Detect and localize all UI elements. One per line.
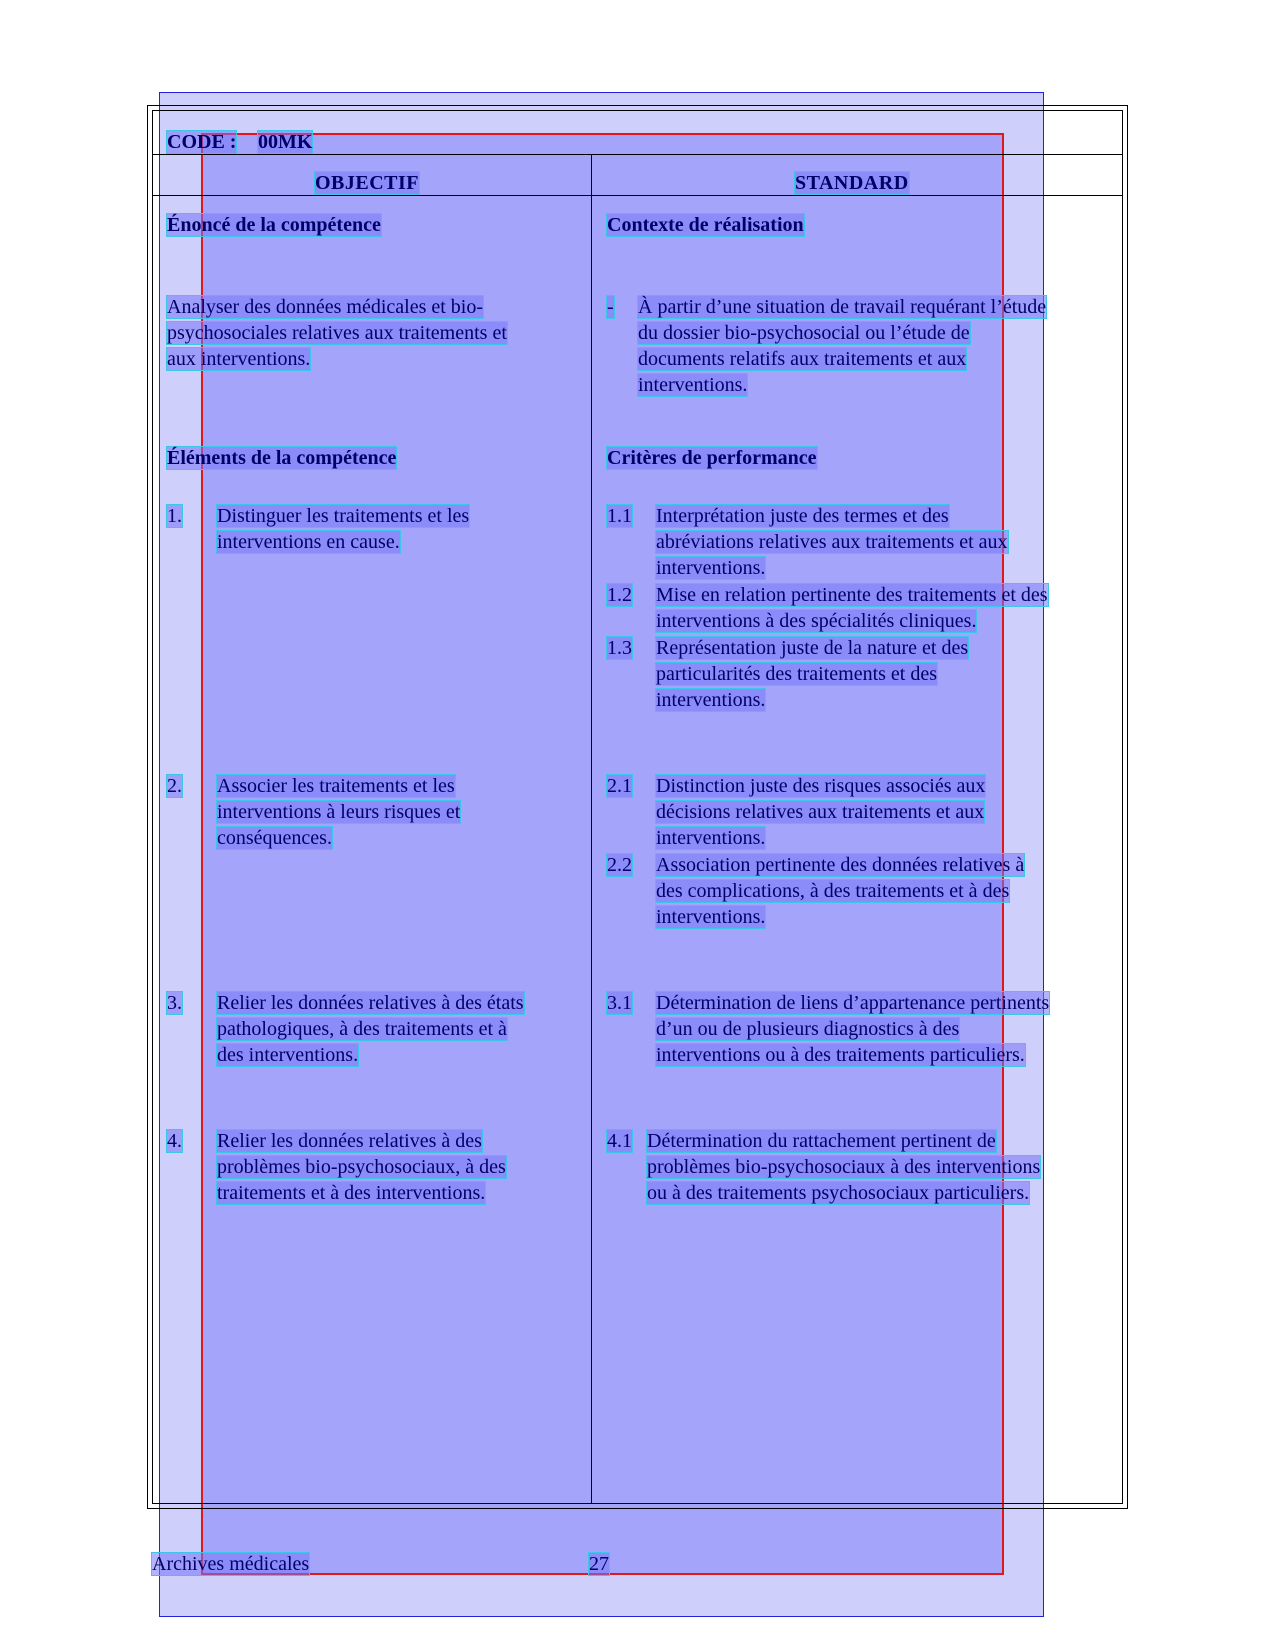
element-line: conséquences. bbox=[217, 827, 332, 849]
criterion-line: ou à des traitements psychosociaux particuliers. bbox=[647, 1182, 1030, 1204]
element-line: pathologiques, à des traitements et à bbox=[217, 1018, 507, 1040]
criterion-line: Détermination de liens d’appartenance pertinents bbox=[656, 992, 1050, 1014]
criterion-line: interventions. bbox=[656, 906, 766, 928]
criterion-line: Interprétation juste des termes et des bbox=[656, 505, 949, 527]
context-heading: Contexte de réalisation bbox=[607, 214, 804, 236]
element-line: interventions en cause. bbox=[217, 531, 400, 553]
element-line: Distinguer les traitements et les bbox=[217, 505, 470, 527]
criterion-line: interventions. bbox=[656, 827, 766, 849]
criterion-line: Mise en relation pertinente des traitements et des bbox=[656, 584, 1048, 606]
statement-line: aux interventions. bbox=[167, 348, 311, 370]
criterion-number: 2.1 bbox=[607, 775, 632, 797]
element-line: traitements et à des interventions. bbox=[217, 1182, 486, 1204]
column-divider bbox=[591, 155, 592, 1503]
column-header-divider bbox=[152, 195, 1123, 196]
criterion-line: Association pertinente des données relatives à bbox=[656, 854, 1025, 876]
criterion-line: Représentation juste de la nature et des bbox=[656, 637, 969, 659]
context-line: À partir d’une situation de travail requérant l’étude bbox=[638, 296, 1047, 318]
context-line: du dossier bio-psychosocial ou l’étude de bbox=[638, 322, 970, 344]
criterion-line: interventions. bbox=[656, 557, 766, 579]
criterion-line: particularités des traitements et des bbox=[656, 663, 938, 685]
element-number: 1. bbox=[167, 505, 182, 527]
column-header-objective: OBJECTIF bbox=[315, 172, 420, 194]
elements-heading: Éléments de la compétence bbox=[167, 447, 397, 469]
element-line: Relier les données relatives à des états bbox=[217, 992, 524, 1014]
statement-line: psychosociales relatives aux traitements et bbox=[167, 322, 507, 344]
criterion-number: 2.2 bbox=[607, 854, 632, 876]
element-line: problèmes bio-psychosociaux, à des bbox=[217, 1156, 506, 1178]
context-line: documents relatifs aux traitements et aux bbox=[638, 348, 967, 370]
element-line: Associer les traitements et les bbox=[217, 775, 455, 797]
element-line: des interventions. bbox=[217, 1044, 359, 1066]
element-line: Relier les données relatives à des bbox=[217, 1130, 482, 1152]
criterion-line: interventions. bbox=[656, 689, 766, 711]
criterion-line: interventions ou à des traitements particuliers. bbox=[656, 1044, 1025, 1066]
criteria-heading: Critères de performance bbox=[607, 447, 817, 469]
context-line: interventions. bbox=[638, 374, 748, 396]
criterion-line: d’un ou de plusieurs diagnostics à des bbox=[656, 1018, 960, 1040]
context-bullet: - bbox=[607, 296, 614, 318]
criterion-number: 3.1 bbox=[607, 992, 632, 1014]
statement-line: Analyser des données médicales et bio- bbox=[167, 296, 484, 318]
code-value: 00MK bbox=[258, 131, 313, 153]
element-number: 2. bbox=[167, 775, 182, 797]
element-line: interventions à leurs risques et bbox=[217, 801, 461, 823]
page-number: 27 bbox=[589, 1553, 609, 1575]
criterion-number: 1.2 bbox=[607, 584, 632, 606]
criterion-line: des complications, à des traitements et à des bbox=[656, 880, 1010, 902]
column-header-standard: STANDARD bbox=[795, 172, 909, 194]
criterion-number: 4.1 bbox=[607, 1130, 632, 1152]
statement-heading: Énoncé de la compétence bbox=[167, 214, 381, 236]
element-number: 4. bbox=[167, 1130, 182, 1152]
criterion-number: 1.1 bbox=[607, 505, 632, 527]
criterion-line: abréviations relatives aux traitements et aux bbox=[656, 531, 1008, 553]
code-label: CODE : bbox=[167, 131, 237, 153]
criterion-line: Détermination du rattachement pertinent de bbox=[647, 1130, 996, 1152]
criterion-line: Distinction juste des risques associés aux bbox=[656, 775, 986, 797]
criterion-line: interventions à des spécialités cliniques. bbox=[656, 610, 977, 632]
criterion-number: 1.3 bbox=[607, 637, 632, 659]
footer-title: Archives médicales bbox=[152, 1553, 310, 1575]
header-divider bbox=[152, 154, 1123, 155]
element-number: 3. bbox=[167, 992, 182, 1014]
criterion-line: décisions relatives aux traitements et aux bbox=[656, 801, 985, 823]
criterion-line: problèmes bio-psychosociaux à des interventions bbox=[647, 1156, 1041, 1178]
